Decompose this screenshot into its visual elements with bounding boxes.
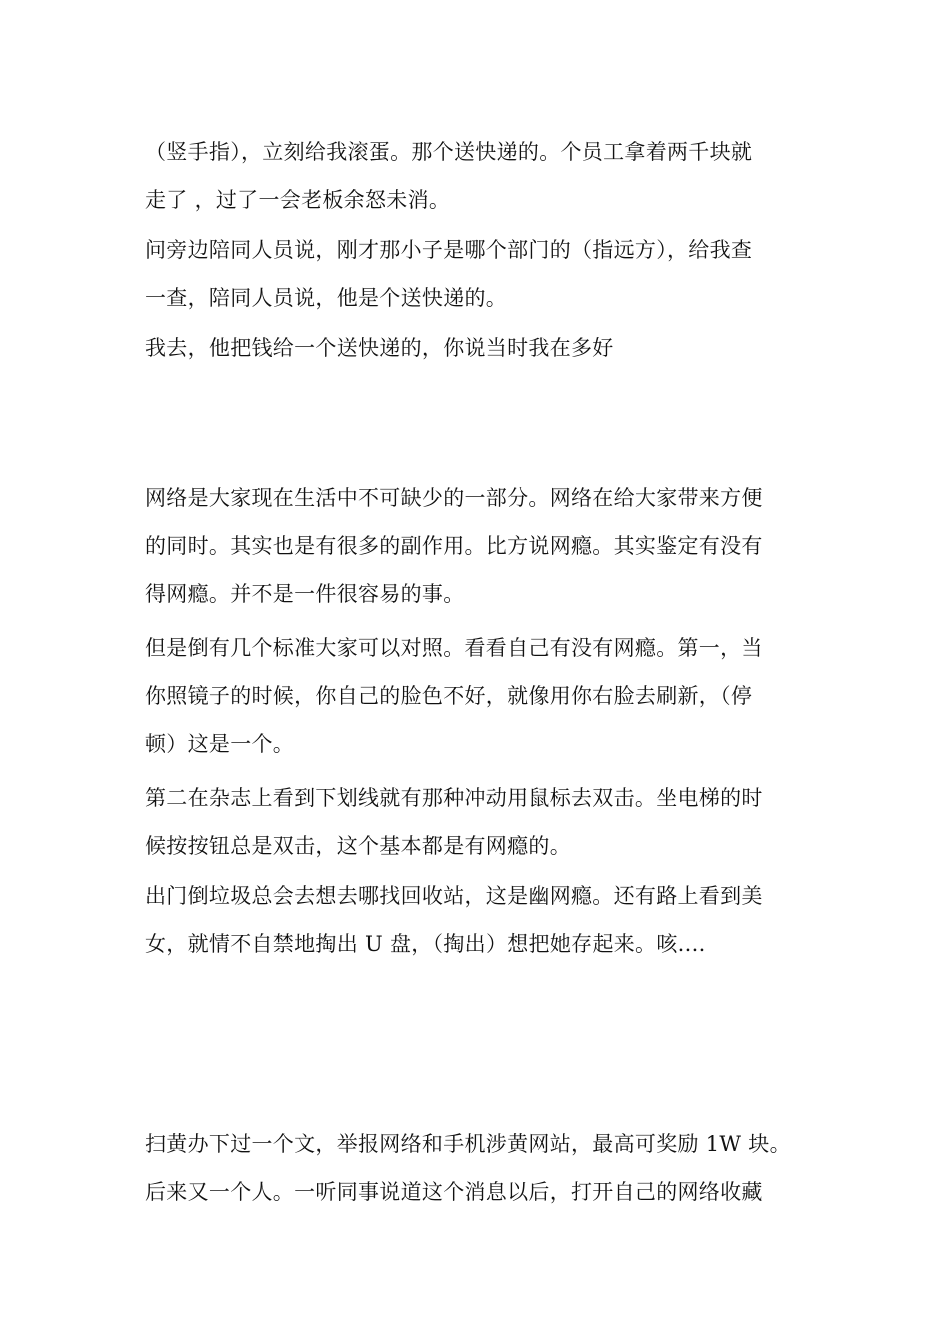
text-line: 但是倒有几个标准大家可以对照。看看自己有没有网瘾。第一，当 <box>145 636 763 660</box>
paragraph <box>145 474 810 618</box>
text-line: 的同时。其实也是有很多的副作用。比方说网瘾。其实鉴定有没有 <box>145 534 763 558</box>
text-line: 一查，陪同人员说，他是个送快递的。 <box>145 286 508 310</box>
text-line: 得网瘾。并不是一件很容易的事。 <box>145 582 465 606</box>
paragraph <box>145 226 810 322</box>
text-line: 网络是大家现在生活中不可缺少的一部分。网络在给大家带来方便 <box>145 486 763 510</box>
paragraph <box>145 774 810 870</box>
text-line: 候按按钮总是双击，这个基本都是有网瘾的。 <box>145 834 571 858</box>
paragraph <box>145 624 810 768</box>
text-line: 我去，他把钱给一个送快递的，你说当时我在多好 <box>145 336 614 360</box>
text-line: 走了 ，过了一会老板余怒未消。 <box>145 188 451 212</box>
paragraph <box>145 872 810 968</box>
text-line: 出门倒垃圾总会去想去哪找回收站，这是幽网瘾。还有路上看到美 <box>145 884 763 908</box>
paragraph <box>145 128 810 224</box>
text-line: 你照镜子的时候，你自己的脸色不好，就像用你右脸去刷新，（停 <box>145 684 753 708</box>
text-line: 女，就情不自禁地掏出 U 盘，（掏出）想把她存起来。咳.... <box>145 932 706 956</box>
text-line: 第二在杂志上看到下划线就有那种冲动用鼠标去双击。坐电梯的时 <box>145 786 763 810</box>
paragraph <box>145 1120 810 1216</box>
text-line: （竖手指），立刻给我滚蛋。那个送快递的。个员工拿着两千块就 <box>145 140 753 164</box>
text-line: 后来又一个人。一听同事说道这个消息以后，打开自己的网络收藏 <box>145 1180 763 1204</box>
text-line: 扫黄办下过一个文，举报网络和手机涉黄网站，最高可奖励 1W 块。 <box>145 1132 791 1156</box>
text-line: 顿）这是一个。 <box>145 732 295 756</box>
paragraph <box>145 324 810 372</box>
text-line: 问旁边陪同人员说，刚才那小子是哪个部门的（指远方），给我查 <box>145 238 753 262</box>
